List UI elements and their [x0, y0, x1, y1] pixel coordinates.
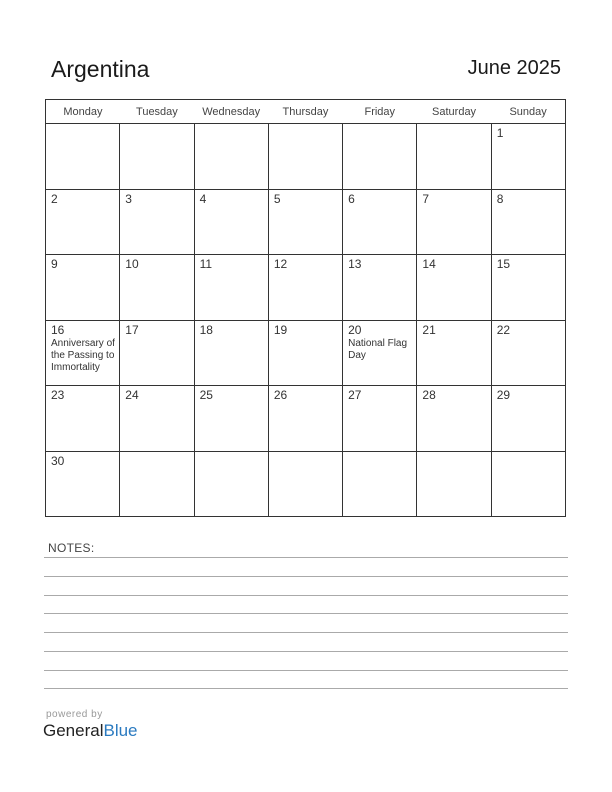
day-cell — [268, 451, 342, 517]
day-cell — [194, 255, 268, 321]
country-title: Argentina — [51, 56, 150, 82]
day-cell — [46, 189, 120, 255]
weekday-monday: Monday — [46, 100, 120, 124]
holiday-label: Anniversary of the Passing to Immortality — [51, 337, 115, 373]
day-cell — [343, 189, 417, 255]
day-cell — [491, 189, 565, 255]
day-number: 8 — [496, 191, 504, 206]
day-number: 10 — [125, 257, 139, 271]
day-number: 11 — [199, 257, 213, 271]
day-number: 26 — [273, 388, 288, 402]
note-line — [44, 557, 568, 558]
day-cell — [194, 386, 268, 452]
day-number: 18 — [199, 322, 213, 337]
note-line — [44, 613, 568, 614]
day-number: 4 — [199, 191, 207, 206]
note-line — [44, 688, 568, 689]
brand-general: General — [43, 721, 104, 740]
note-line — [44, 670, 568, 671]
day-cell — [417, 386, 491, 452]
day-cell — [268, 320, 342, 386]
day-cell — [343, 451, 417, 517]
note-line — [44, 651, 568, 652]
day-cell — [491, 320, 565, 386]
weekday-saturday: Saturday — [417, 100, 491, 124]
powered-by-text: powered by — [46, 709, 103, 720]
day-cell — [343, 386, 417, 452]
day-number: 12 — [273, 257, 288, 271]
note-line — [44, 632, 568, 633]
day-number: 14 — [422, 257, 436, 271]
day-number: 15 — [496, 257, 511, 271]
day-cell — [343, 124, 417, 190]
day-number: 30 — [51, 453, 65, 468]
day-cell — [46, 124, 120, 190]
week-row — [46, 386, 566, 452]
brand-blue: Blue — [103, 721, 138, 740]
day-cell — [268, 255, 342, 321]
day-cell — [417, 451, 491, 517]
weekday-thursday: Thursday — [268, 100, 342, 124]
day-cell — [268, 189, 342, 255]
day-number: 27 — [348, 388, 362, 402]
day-cell — [194, 451, 268, 517]
day-number: 24 — [125, 388, 139, 402]
day-number: 16 — [51, 322, 65, 337]
week-row — [46, 255, 566, 321]
day-cell — [491, 124, 565, 190]
day-number: 22 — [496, 322, 511, 337]
day-number: 17 — [125, 322, 139, 337]
day-number: 5 — [273, 191, 281, 206]
weekday-friday: Friday — [343, 100, 417, 124]
day-cell — [46, 255, 120, 321]
day-cell — [46, 386, 120, 452]
day-number: 13 — [348, 257, 362, 271]
week-row — [46, 451, 566, 517]
day-number: 1 — [496, 126, 504, 140]
day-number: 7 — [422, 191, 430, 206]
month-title: June 2025 — [467, 57, 561, 79]
day-cell — [268, 386, 342, 452]
weekday-sunday: Sunday — [491, 100, 565, 124]
day-cell — [417, 320, 491, 386]
calendar-grid — [45, 99, 566, 517]
day-cell — [120, 320, 194, 386]
day-cell — [194, 124, 268, 190]
day-cell — [120, 255, 194, 321]
week-row — [46, 189, 566, 255]
holiday-label: National Flag Day — [348, 337, 408, 361]
weekday-header-row — [46, 100, 566, 124]
day-cell — [120, 189, 194, 255]
week-row — [46, 124, 566, 190]
brand-logo — [43, 721, 138, 741]
day-cell — [46, 320, 120, 386]
day-cell — [268, 124, 342, 190]
day-number: 25 — [199, 388, 213, 402]
day-cell — [491, 386, 565, 452]
day-cell — [120, 451, 194, 517]
weekday-wednesday: Wednesday — [194, 100, 268, 124]
day-number: 29 — [496, 388, 511, 402]
day-number: 3 — [125, 191, 132, 206]
day-cell — [194, 189, 268, 255]
day-cell — [417, 255, 491, 321]
day-cell — [417, 124, 491, 190]
note-line — [44, 576, 568, 577]
weekday-tuesday: Tuesday — [120, 100, 194, 124]
day-cell — [46, 451, 120, 517]
day-cell — [343, 255, 417, 321]
day-cell — [120, 124, 194, 190]
day-cell — [120, 386, 194, 452]
day-number: 21 — [422, 322, 436, 337]
notes-label: NOTES: — [48, 541, 95, 555]
day-cell — [343, 320, 417, 386]
day-number: 6 — [348, 191, 355, 206]
day-number: 19 — [273, 322, 288, 337]
day-number: 2 — [51, 191, 58, 206]
day-cell — [491, 255, 565, 321]
day-number: 23 — [51, 388, 65, 402]
day-number: 28 — [422, 388, 436, 402]
week-row — [46, 320, 566, 386]
day-cell — [491, 451, 565, 517]
day-number: 20 — [348, 322, 362, 337]
day-cell — [194, 320, 268, 386]
day-number: 9 — [51, 257, 58, 271]
day-cell — [417, 189, 491, 255]
note-line — [44, 595, 568, 596]
